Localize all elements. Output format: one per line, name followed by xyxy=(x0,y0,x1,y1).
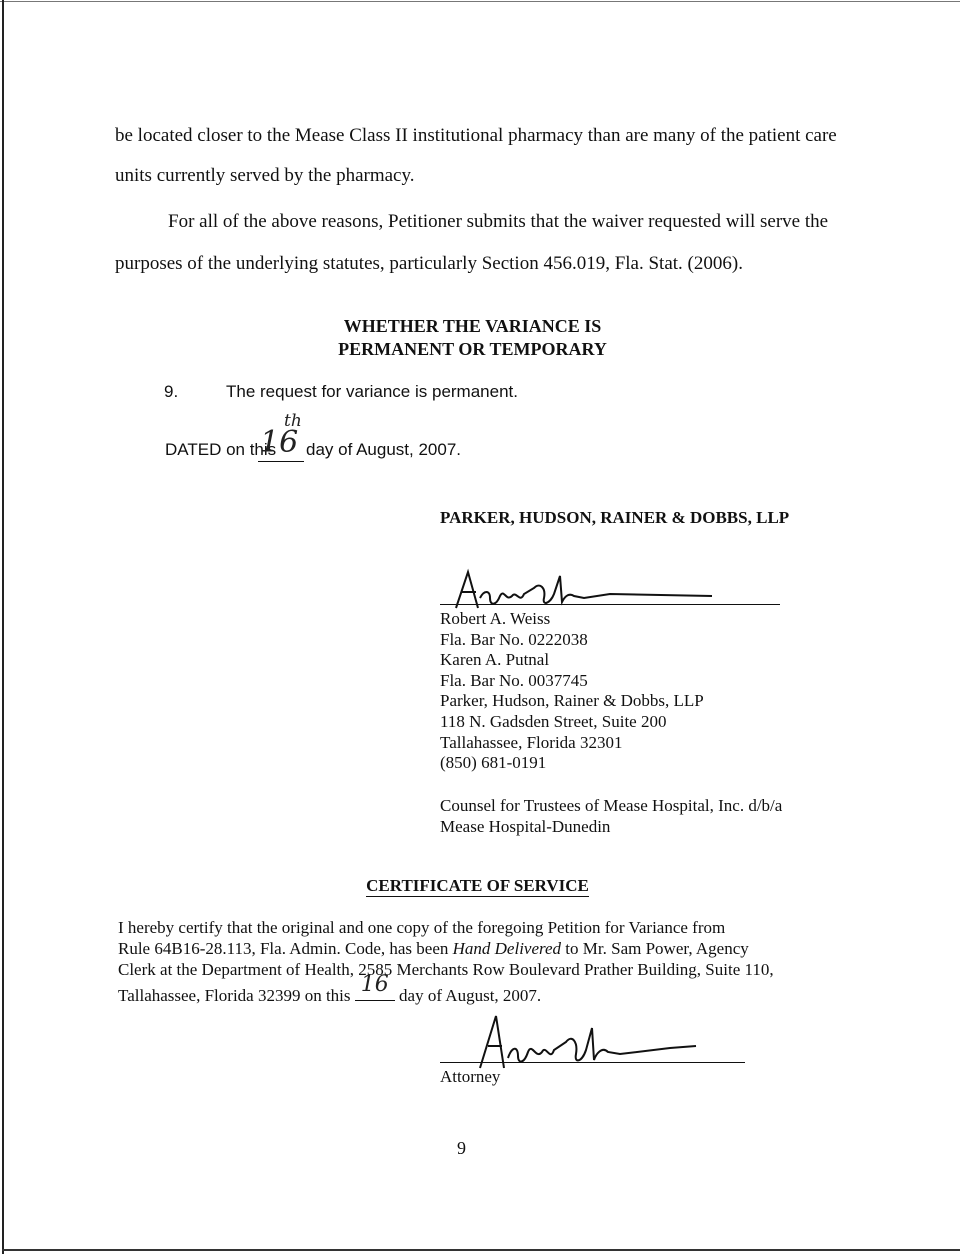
certificate-line-3: Clerk at the Department of Health, 2585 Merchants Row Boulevard Prather Building, Suite 110, xyxy=(118,960,774,979)
section-heading-line-2: PERMANENT OR TEMPORARY xyxy=(338,339,607,359)
dated-suffix: day of August, 2007. xyxy=(306,440,462,459)
continuation-line-1: be located closer to the Mease Class II institutional pharmacy than are many of the patient care xyxy=(115,125,837,146)
page-top-edge xyxy=(0,1,960,2)
certificate-handwritten-day: 16 xyxy=(360,972,389,997)
signature-line-2 xyxy=(440,1062,745,1063)
section-heading-line-1: WHETHER THE VARIANCE IS xyxy=(343,316,602,336)
attorney-name-1: Robert A. Weiss xyxy=(440,609,551,628)
page-left-border xyxy=(2,0,4,1254)
certificate-line-2b: to Mr. Sam Power, Agency xyxy=(561,939,749,958)
bar-number-2: Fla. Bar No. 0037745 xyxy=(440,670,588,690)
dated-day-blank xyxy=(258,411,304,462)
attorney-name-2: Karen A. Putnal xyxy=(440,650,550,670)
city-state-zip: Tallahassee, Florida 32301 xyxy=(440,732,623,752)
counsel-line-2: Mease Hospital-Dunedin xyxy=(440,817,611,836)
reasons-line-1: For all of the above reasons, Petitioner submits that the waiver requested will serve the xyxy=(168,211,829,232)
page-bottom-border xyxy=(2,1249,960,1251)
bar-number-1: Fla. Bar No. 0222038 xyxy=(440,629,588,649)
delivery-method: Hand Delivered xyxy=(452,939,562,958)
page-number: 9 xyxy=(457,1138,466,1158)
attorney-signature-2 xyxy=(470,1014,700,1074)
certificate-heading xyxy=(0,876,960,896)
certificate-line-1 xyxy=(118,917,818,938)
certificate-line-4-suffix: day of August, 2007. xyxy=(399,986,542,1005)
certificate-heading-text: CERTIFICATE OF SERVICE xyxy=(366,876,589,895)
firm-name: PARKER, HUDSON, RAINER & DOBBS, LLP xyxy=(440,508,790,527)
signature-line-1 xyxy=(440,604,780,605)
firm-name-block: Parker, Hudson, Rainer & Dobbs, LLP xyxy=(440,691,704,711)
certificate-line-2a: Rule 64B16-28.113, Fla. Admin. Code, has been xyxy=(118,939,453,958)
item-text: The request for variance is permanent. xyxy=(226,382,518,401)
item-number: 9. xyxy=(164,382,179,401)
handwritten-day-suffix: th xyxy=(284,411,302,431)
reasons-line-2: purposes of the underlying statutes, particularly Section 456.019, Fla. Stat. (2006). xyxy=(115,253,743,274)
certificate-day-blank xyxy=(355,972,395,1001)
handwritten-day: 16 xyxy=(260,425,299,460)
attorney-label: Attorney xyxy=(440,1067,501,1086)
certificate-line-1-text: I hereby certify that the original and one copy of the foregoing Petition for Variance from xyxy=(118,918,726,937)
certificate-line-4-prefix: Tallahassee, Florida 32399 on this xyxy=(118,986,351,1005)
continuation-line-2: units currently served by the pharmacy. xyxy=(115,165,415,186)
phone-number: (850) 681-0191 xyxy=(440,753,547,773)
counsel-line-1: Counsel for Trustees of Mease Hospital, Inc. d/b/a xyxy=(440,796,783,815)
signature-block xyxy=(440,609,704,774)
certificate-line-2 xyxy=(118,938,749,959)
street-address: 118 N. Gadsden Street, Suite 200 xyxy=(440,711,667,731)
attorney-signature-1 xyxy=(450,568,720,612)
dated-prefix: DATED on this xyxy=(165,440,277,459)
certificate-line-4 xyxy=(118,972,542,1006)
